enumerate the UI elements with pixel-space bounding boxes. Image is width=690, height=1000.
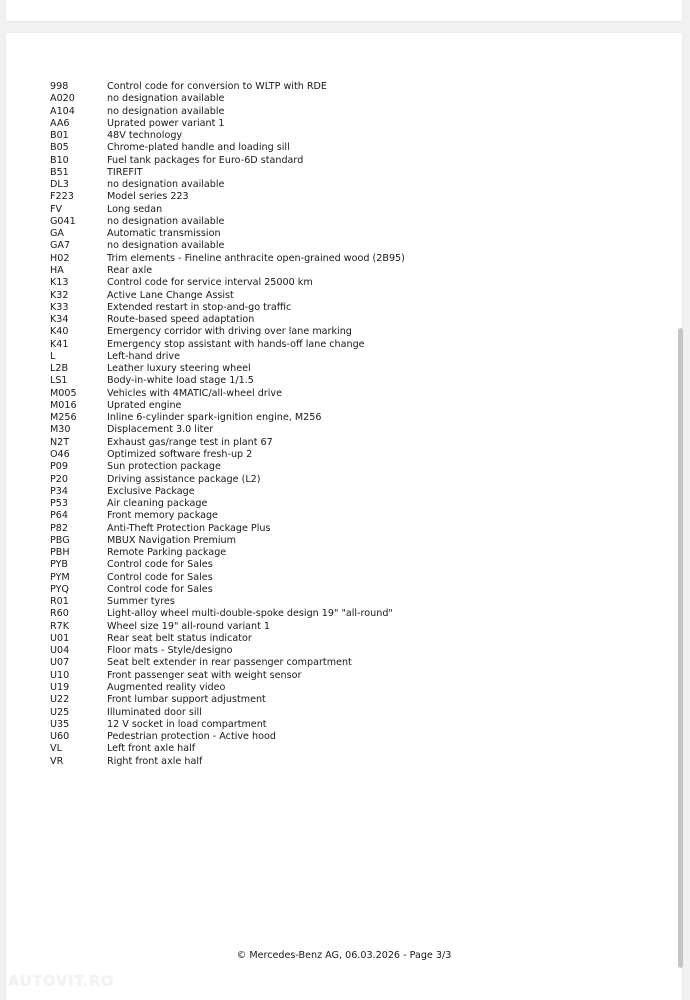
option-description: TIREFIT: [107, 166, 143, 178]
code-row: [50, 645, 610, 657]
code-row: [50, 719, 610, 731]
code-row: [50, 584, 610, 596]
option-code: R7K: [50, 620, 70, 632]
option-code: P53: [50, 498, 68, 510]
code-row: [50, 461, 610, 473]
code-row: [50, 388, 610, 400]
option-code: U19: [50, 682, 70, 694]
option-description: Driving assistance package (L2): [107, 473, 261, 485]
option-description: Body-in-white load stage 1/1.5: [107, 375, 254, 387]
code-row: [50, 437, 610, 449]
option-code: K33: [50, 301, 69, 313]
code-row: [50, 106, 610, 118]
code-row: [50, 326, 610, 338]
option-description: Summer tyres: [107, 596, 175, 608]
option-code: K40: [50, 326, 69, 338]
code-row: [50, 265, 610, 277]
equipment-code-list: [50, 81, 610, 768]
option-code: U35: [50, 718, 70, 730]
option-code: PYB: [50, 559, 69, 571]
option-description: no designation available: [107, 215, 225, 227]
option-description: Control code for conversion to WLTP with RDE: [107, 81, 327, 92]
code-row: [50, 302, 610, 314]
option-description: Sun protection package: [107, 461, 221, 473]
option-description: Light-alloy wheel multi-double-spoke design 19" "all-round": [107, 608, 393, 620]
option-description: Route-based speed adaptation: [107, 314, 255, 326]
option-code: B01: [50, 130, 69, 142]
option-description: Seat belt extender in rear passenger compartment: [107, 657, 352, 669]
option-description: Trim elements - Fineline anthracite open-grained wood (2B95): [107, 252, 405, 264]
option-description: Optimized software fresh-up 2: [107, 448, 253, 460]
option-code: U10: [50, 669, 70, 681]
option-description: no designation available: [107, 105, 225, 117]
code-row: [50, 93, 610, 105]
option-description: Air cleaning package: [107, 498, 208, 510]
option-description: MBUX Navigation Premium: [107, 534, 236, 546]
code-row: [50, 559, 610, 571]
option-description: 12 V socket in load compartment: [107, 718, 267, 730]
option-code: PBG: [50, 534, 70, 546]
option-code: K32: [50, 289, 69, 301]
option-code: U07: [50, 657, 70, 669]
option-description: Automatic transmission: [107, 228, 221, 240]
document-page: [6, 33, 682, 1000]
option-description: Front memory package: [107, 510, 218, 522]
option-code: P34: [50, 485, 68, 497]
code-row: [50, 118, 610, 130]
code-row: [50, 412, 610, 424]
option-code: B10: [50, 154, 69, 166]
option-description: Fuel tank packages for Euro-6D standard: [107, 154, 304, 166]
option-code: O46: [50, 448, 70, 460]
option-description: Exhaust gas/range test in plant 67: [107, 436, 273, 448]
option-code: LS1: [50, 375, 68, 387]
option-description: Left front axle half: [107, 743, 196, 755]
option-description: Extended restart in stop-and-go traffic: [107, 301, 292, 313]
option-code: DL3: [50, 179, 69, 191]
code-row: [50, 510, 610, 522]
code-row: [50, 81, 610, 93]
option-code: L: [50, 350, 56, 362]
option-description: Control code for Sales: [107, 583, 213, 595]
option-description: Left-hand drive: [107, 350, 180, 362]
code-row: [50, 253, 610, 265]
option-code: P64: [50, 510, 68, 522]
code-row: [50, 743, 610, 755]
code-row: [50, 707, 610, 719]
option-description: Control code for Sales: [107, 559, 213, 571]
option-code: G041: [50, 215, 76, 227]
option-description: Exclusive Package: [107, 485, 195, 497]
option-code: P20: [50, 473, 68, 485]
option-description: Floor mats - Style/designo: [107, 645, 233, 657]
option-code: M30: [50, 424, 71, 436]
option-code: K34: [50, 314, 69, 326]
option-code: U01: [50, 632, 70, 644]
code-row: [50, 363, 610, 375]
option-description: no designation available: [107, 93, 225, 105]
option-description: Long sedan: [107, 203, 163, 215]
option-code: B51: [50, 166, 69, 178]
code-row: [50, 449, 610, 461]
code-row: [50, 486, 610, 498]
option-code: VR: [50, 755, 64, 767]
code-row: [50, 130, 610, 142]
code-row: [50, 228, 610, 240]
code-row: [50, 694, 610, 706]
code-row: [50, 179, 610, 191]
option-code: A104: [50, 105, 75, 117]
option-code: 998: [50, 81, 69, 92]
option-description: Active Lane Change Assist: [107, 289, 234, 301]
code-row: [50, 424, 610, 436]
option-description: Rear axle: [107, 264, 153, 276]
code-row: [50, 608, 610, 620]
option-description: Model series 223: [107, 191, 189, 203]
option-code: U22: [50, 694, 70, 706]
option-description: no designation available: [107, 179, 225, 191]
code-row: [50, 155, 610, 167]
code-row: [50, 216, 610, 228]
option-description: Pedestrian protection - Active hood: [107, 731, 276, 743]
option-code: GA: [50, 228, 64, 240]
option-code: L2B: [50, 363, 69, 375]
option-code: PBH: [50, 547, 70, 559]
previous-page-sheet: [6, 0, 682, 21]
option-code: FV: [50, 203, 63, 215]
option-description: Vehicles with 4MATIC/all-wheel drive: [107, 387, 282, 399]
option-description: no designation available: [107, 240, 225, 252]
option-code: P82: [50, 522, 68, 534]
code-row: [50, 191, 610, 203]
code-row: [50, 167, 610, 179]
code-row: [50, 535, 610, 547]
option-description: Uprated engine: [107, 399, 182, 411]
option-code: B05: [50, 142, 69, 154]
code-row: [50, 277, 610, 289]
code-row: [50, 756, 610, 768]
option-code: AA6: [50, 117, 70, 129]
option-code: U04: [50, 645, 70, 657]
option-description: Front lumbar support adjustment: [107, 694, 266, 706]
option-code: R60: [50, 608, 69, 620]
option-code: N2T: [50, 436, 70, 448]
option-description: Inline 6-cylinder spark-ignition engine, M256: [107, 412, 322, 424]
code-row: [50, 547, 610, 559]
scrollbar-thumb[interactable]: [678, 328, 683, 968]
option-description: Displacement 3.0 liter: [107, 424, 214, 436]
code-row: [50, 523, 610, 535]
option-code: U25: [50, 706, 70, 718]
code-row: [50, 474, 610, 486]
option-description: Control code for service interval 25000 km: [107, 277, 313, 289]
option-code: K41: [50, 338, 69, 350]
option-description: Right front axle half: [107, 755, 203, 767]
option-code: VL: [50, 743, 62, 755]
vertical-scrollbar[interactable]: [677, 33, 684, 1000]
code-row: [50, 351, 610, 363]
option-description: Leather luxury steering wheel: [107, 363, 251, 375]
code-row: [50, 498, 610, 510]
option-description: Wheel size 19" all-round variant 1: [107, 620, 271, 632]
code-row: [50, 339, 610, 351]
code-row: [50, 572, 610, 584]
option-description: Control code for Sales: [107, 571, 213, 583]
option-description: Emergency corridor with driving over lane marking: [107, 326, 352, 338]
option-description: Rear seat belt status indicator: [107, 632, 252, 644]
option-code: PYM: [50, 571, 70, 583]
option-code: M005: [50, 387, 77, 399]
option-description: Remote Parking package: [107, 547, 227, 559]
code-row: [50, 596, 610, 608]
option-code: M016: [50, 399, 77, 411]
code-row: [50, 633, 610, 645]
option-description: Augmented reality video: [107, 682, 226, 694]
option-code: K13: [50, 277, 69, 289]
option-description: Emergency stop assistant with hands-off lane change: [107, 338, 365, 350]
code-row: [50, 240, 610, 252]
code-row: [50, 670, 610, 682]
option-code: M256: [50, 412, 77, 424]
option-description: Front passenger seat with weight sensor: [107, 669, 302, 681]
page-footer: © Mercedes-Benz AG, 06.03.2026 - Page 3/3: [236, 950, 452, 961]
code-row: [50, 731, 610, 743]
option-description: Chrome-plated handle and loading sill: [107, 142, 290, 154]
option-description: Uprated power variant 1: [107, 117, 225, 129]
code-row: [50, 204, 610, 216]
option-code: HA: [50, 264, 64, 276]
option-code: H02: [50, 252, 70, 264]
option-code: U60: [50, 731, 70, 743]
code-row: [50, 682, 610, 694]
option-code: GA7: [50, 240, 71, 252]
option-code: R01: [50, 596, 69, 608]
option-code: F223: [50, 191, 74, 203]
code-row: [50, 375, 610, 387]
option-code: A020: [50, 93, 75, 105]
code-row: [50, 621, 610, 633]
option-description: 48V technology: [107, 130, 183, 142]
code-row: [50, 400, 610, 412]
option-description: Illuminated door sill: [107, 706, 202, 718]
code-row: [50, 142, 610, 154]
option-code: P09: [50, 461, 68, 473]
code-row: [50, 657, 610, 669]
option-code: PYQ: [50, 583, 69, 595]
code-row: [50, 290, 610, 302]
code-row: [50, 314, 610, 326]
watermark-logo: AUTOVIT.RO: [8, 972, 115, 990]
option-description: Anti-Theft Protection Package Plus: [107, 522, 271, 534]
